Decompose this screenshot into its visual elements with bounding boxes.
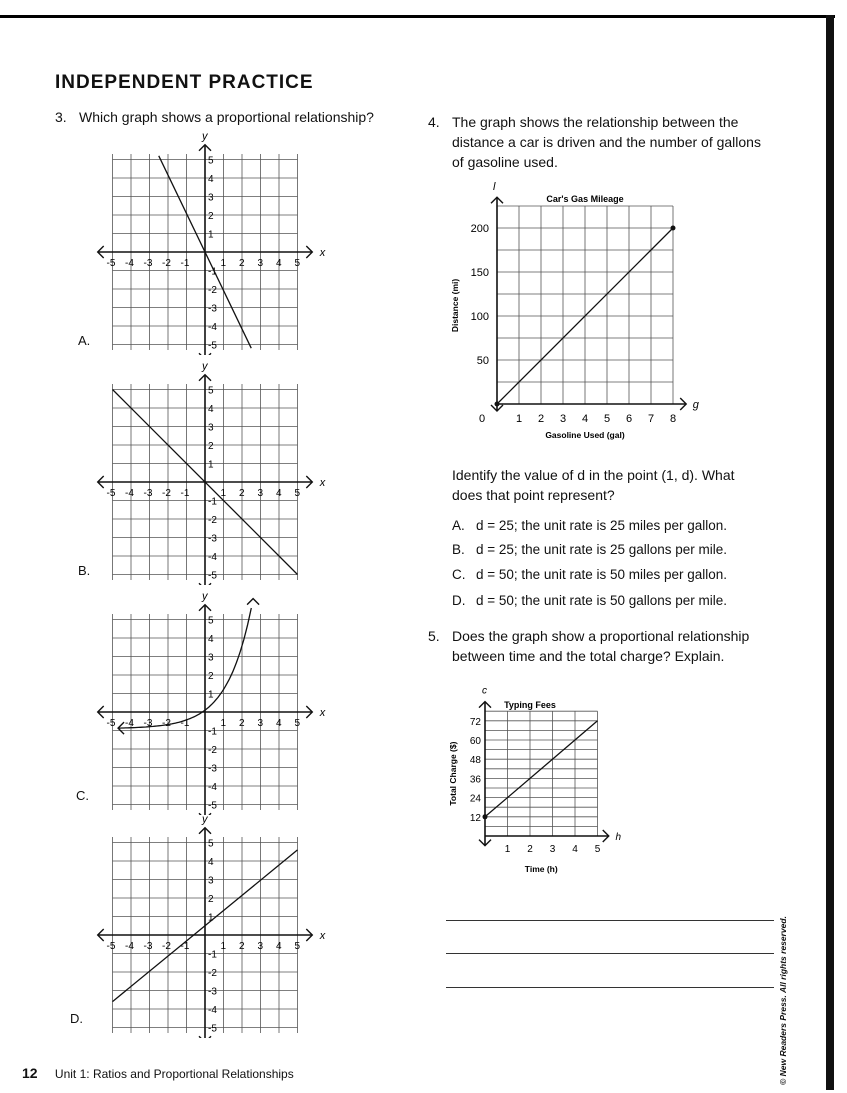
y-tick-label: -5 bbox=[208, 570, 217, 582]
y-axis-label: Distance (mi) bbox=[450, 278, 460, 333]
question-3-number: 3. bbox=[55, 109, 67, 125]
question-3 bbox=[55, 107, 415, 129]
x-axis-letter: x bbox=[319, 707, 326, 719]
choice-a-text: d = 25; the unit rate is 25 miles per gallon. bbox=[476, 518, 728, 533]
x-tick-label: -1 bbox=[180, 258, 190, 269]
y-tick-label: 1 bbox=[208, 229, 214, 241]
x-tick-label: -4 bbox=[125, 488, 134, 499]
x-tick-label: 4 bbox=[276, 718, 282, 729]
choice-d-text: d = 50; the unit rate is 50 gallons per mile. bbox=[476, 593, 728, 608]
page-footer bbox=[22, 1065, 294, 1081]
x-tick-label: -2 bbox=[162, 258, 171, 269]
y-tick-label: -3 bbox=[208, 303, 217, 315]
graph-b-label: B. bbox=[78, 563, 91, 578]
y-tick-label: 24 bbox=[469, 793, 481, 805]
y-tick-label: 5 bbox=[208, 155, 214, 167]
question-5-text-line-2: between time and the total charge? Explain. bbox=[452, 648, 725, 664]
x-axis-letter: g bbox=[692, 399, 699, 411]
choice-b-letter: B. bbox=[452, 542, 465, 557]
y-axis-letter: y bbox=[202, 360, 208, 373]
y-tick-label: -2 bbox=[208, 968, 217, 979]
y-tick-label: 100 bbox=[470, 311, 489, 323]
x-tick-label: 2 bbox=[537, 413, 545, 425]
question-4-prompt bbox=[452, 465, 812, 507]
x-tick-label: 3 bbox=[257, 488, 264, 499]
y-axis-letter: l bbox=[493, 181, 496, 194]
choice-d[interactable] bbox=[452, 592, 727, 610]
x-tick-label: 3 bbox=[257, 718, 264, 729]
y-tick-label: -2 bbox=[208, 515, 217, 526]
x-tick-label: -2 bbox=[162, 941, 171, 952]
x-tick-label: -2 bbox=[162, 718, 171, 729]
graph-c-label: C. bbox=[76, 788, 89, 803]
y-tick-label: -3 bbox=[208, 763, 217, 775]
question-4-prompt-line-1: Identify the value of d in the point (1, d). What bbox=[452, 467, 735, 483]
y-tick-label: 2 bbox=[208, 894, 214, 905]
x-tick-label: -5 bbox=[106, 258, 116, 269]
y-tick-label: -5 bbox=[208, 340, 217, 352]
x-axis-letter: x bbox=[319, 477, 326, 489]
y-tick-label: -1 bbox=[208, 496, 217, 508]
x-axis-label: Gasoline Used (gal) bbox=[545, 430, 625, 440]
x-tick-label: -4 bbox=[125, 941, 134, 952]
x-axis-label: Time (h) bbox=[524, 864, 558, 874]
y-tick-label: 3 bbox=[208, 875, 214, 887]
y-tick-label: 150 bbox=[470, 267, 489, 279]
y-tick-label: 2 bbox=[208, 211, 214, 222]
y-axis-letter: y bbox=[202, 590, 208, 603]
y-tick-label: -4 bbox=[208, 552, 217, 563]
x-axis-letter: x bbox=[319, 247, 326, 259]
y-tick-label: 1 bbox=[208, 459, 214, 471]
choice-b-text: d = 25; the unit rate is 25 gallons per mile. bbox=[476, 542, 728, 557]
x-tick-label: -5 bbox=[106, 941, 116, 952]
x-tick-label: 6 bbox=[625, 413, 633, 425]
y-tick-label: 50 bbox=[476, 355, 489, 367]
x-tick-label: 2 bbox=[239, 718, 245, 729]
y-tick-label: -4 bbox=[208, 782, 217, 793]
x-tick-label: 4 bbox=[572, 844, 578, 855]
top-rule bbox=[0, 15, 835, 18]
x-tick-label: 2 bbox=[239, 488, 245, 499]
y-tick-label: -1 bbox=[208, 726, 217, 738]
question-3-text: Which graph shows a proportional relationship? bbox=[79, 109, 374, 125]
graph-d-label: D. bbox=[70, 1011, 83, 1026]
graph-c bbox=[90, 590, 340, 815]
x-tick-label: 2 bbox=[239, 258, 245, 269]
x-tick-label: -1 bbox=[180, 941, 190, 952]
question-5-number: 5. bbox=[428, 628, 440, 644]
x-tick-label: 5 bbox=[294, 941, 301, 952]
x-axis-letter: h bbox=[615, 832, 622, 843]
y-tick-label: 2 bbox=[208, 671, 214, 682]
y-axis-letter: c bbox=[482, 685, 487, 697]
x-tick-label: -2 bbox=[162, 488, 171, 499]
answer-line-1[interactable] bbox=[446, 920, 774, 921]
x-tick-label: 4 bbox=[276, 941, 282, 952]
y-tick-label: -3 bbox=[208, 986, 217, 998]
x-tick-label: 5 bbox=[294, 258, 301, 269]
y-axis-label: Total Charge ($) bbox=[448, 741, 458, 806]
x-tick-label: 3 bbox=[549, 844, 556, 855]
y-tick-label: 2 bbox=[208, 441, 214, 452]
choice-c-letter: C. bbox=[452, 567, 466, 582]
y-tick-label: 3 bbox=[208, 422, 214, 434]
y-tick-label: 5 bbox=[208, 615, 214, 627]
typing-fees-chart bbox=[440, 676, 640, 886]
question-4-text-line-1: The graph shows the relationship between the bbox=[452, 114, 739, 130]
question-4-prompt-line-2: does that point represent? bbox=[452, 487, 615, 503]
x-tick-label: 4 bbox=[276, 258, 282, 269]
question-4-number: 4. bbox=[428, 114, 440, 130]
graph-d bbox=[90, 813, 340, 1038]
x-tick-label: 4 bbox=[276, 488, 282, 499]
choice-d-letter: D. bbox=[452, 593, 466, 608]
y-tick-label: 5 bbox=[208, 838, 214, 850]
x-tick-label: 3 bbox=[257, 941, 264, 952]
x-tick-label: 4 bbox=[581, 413, 589, 425]
x-tick-label: -3 bbox=[143, 941, 153, 952]
x-tick-label: -3 bbox=[143, 258, 153, 269]
x-tick-label: -1 bbox=[180, 718, 190, 729]
question-4 bbox=[428, 112, 818, 174]
graph-a bbox=[90, 130, 340, 355]
x-tick-label: 1 bbox=[220, 488, 227, 499]
data-point-start bbox=[483, 814, 488, 819]
y-tick-label: 5 bbox=[208, 385, 214, 397]
right-edge-bar bbox=[826, 15, 834, 1090]
y-tick-label: 1 bbox=[208, 689, 214, 701]
choice-a-letter: A. bbox=[452, 518, 465, 533]
x-axis-letter: x bbox=[319, 930, 326, 942]
question-5-text-line-1: Does the graph show a proportional relationship bbox=[452, 628, 750, 644]
question-5 bbox=[428, 626, 818, 668]
y-tick-label: -5 bbox=[208, 800, 217, 812]
y-tick-label: 3 bbox=[208, 192, 214, 204]
section-heading: INDEPENDENT PRACTICE bbox=[55, 72, 314, 93]
x-tick-label: -5 bbox=[106, 718, 116, 729]
x-tick-label: -1 bbox=[180, 488, 190, 499]
copyright-notice: © New Readers Press. All rights reserved. bbox=[778, 916, 788, 1085]
y-tick-label: -1 bbox=[208, 949, 217, 961]
data-point-start bbox=[495, 402, 500, 407]
y-tick-label: 4 bbox=[208, 857, 214, 868]
x-tick-label: 2 bbox=[239, 941, 245, 952]
y-tick-label: 72 bbox=[469, 716, 481, 728]
x-tick-label: 1 bbox=[220, 258, 227, 269]
page-number: 12 bbox=[22, 1065, 38, 1081]
y-tick-label: 36 bbox=[469, 774, 481, 786]
graph-a-label: A. bbox=[78, 333, 91, 348]
y-tick-label: 12 bbox=[469, 812, 481, 824]
y-tick-label: -4 bbox=[208, 322, 217, 333]
graph-curve bbox=[118, 608, 251, 728]
y-tick-label: -3 bbox=[208, 533, 217, 545]
question-4-text-line-3: of gasoline used. bbox=[452, 154, 558, 170]
chart-title: Car's Gas Mileage bbox=[546, 194, 624, 205]
y-tick-label: 4 bbox=[208, 634, 214, 645]
y-tick-label: -2 bbox=[208, 285, 217, 296]
y-axis-letter: y bbox=[202, 130, 208, 143]
x-tick-label: -3 bbox=[143, 718, 153, 729]
x-tick-label: 1 bbox=[220, 718, 227, 729]
y-tick-label: -4 bbox=[208, 1005, 217, 1016]
choice-b[interactable] bbox=[452, 541, 727, 559]
x-tick-label: 1 bbox=[220, 941, 227, 952]
data-point-end bbox=[671, 226, 676, 231]
x-tick-label: 3 bbox=[257, 258, 264, 269]
y-tick-label: 60 bbox=[469, 736, 481, 747]
chart-title: Typing Fees bbox=[504, 700, 556, 711]
graph-b bbox=[90, 360, 340, 585]
x-tick-label: 8 bbox=[669, 413, 677, 425]
x-tick-label: -3 bbox=[143, 488, 153, 499]
question-4-text-line-2: distance a car is driven and the number of gallons bbox=[452, 134, 761, 150]
origin-label: 0 bbox=[479, 413, 486, 425]
y-tick-label: 48 bbox=[469, 755, 481, 767]
x-tick-label: 3 bbox=[559, 413, 567, 425]
x-tick-label: 5 bbox=[294, 718, 301, 729]
answer-line-3[interactable] bbox=[446, 987, 774, 988]
x-tick-label: 1 bbox=[515, 413, 523, 425]
choice-c[interactable] bbox=[452, 566, 727, 584]
choice-c-text: d = 50; the unit rate is 50 miles per gallon. bbox=[476, 567, 728, 582]
gas-mileage-chart bbox=[440, 172, 720, 452]
x-tick-label: -4 bbox=[125, 718, 134, 729]
x-tick-label: 7 bbox=[647, 413, 655, 425]
x-tick-label: -4 bbox=[125, 258, 134, 269]
y-tick-label: -5 bbox=[208, 1023, 217, 1035]
y-tick-label: 4 bbox=[208, 174, 214, 185]
y-tick-label: 1 bbox=[208, 912, 214, 924]
x-tick-label: 5 bbox=[594, 844, 601, 855]
curve-arrow-up bbox=[247, 599, 259, 605]
y-axis-letter: y bbox=[202, 813, 208, 826]
y-tick-label: 200 bbox=[470, 223, 489, 235]
answer-line-2[interactable] bbox=[446, 953, 774, 954]
y-tick-label: 3 bbox=[208, 652, 214, 664]
x-tick-label: -5 bbox=[106, 488, 116, 499]
x-tick-label: 1 bbox=[504, 844, 511, 855]
y-tick-label: -1 bbox=[208, 266, 217, 278]
choice-a[interactable] bbox=[452, 517, 727, 535]
unit-title: Unit 1: Ratios and Proportional Relationships bbox=[54, 1067, 294, 1081]
y-tick-label: -2 bbox=[208, 745, 217, 756]
y-tick-label: 4 bbox=[208, 404, 214, 415]
x-tick-label: 2 bbox=[527, 844, 533, 855]
x-tick-label: 5 bbox=[294, 488, 301, 499]
x-tick-label: 5 bbox=[603, 413, 611, 425]
